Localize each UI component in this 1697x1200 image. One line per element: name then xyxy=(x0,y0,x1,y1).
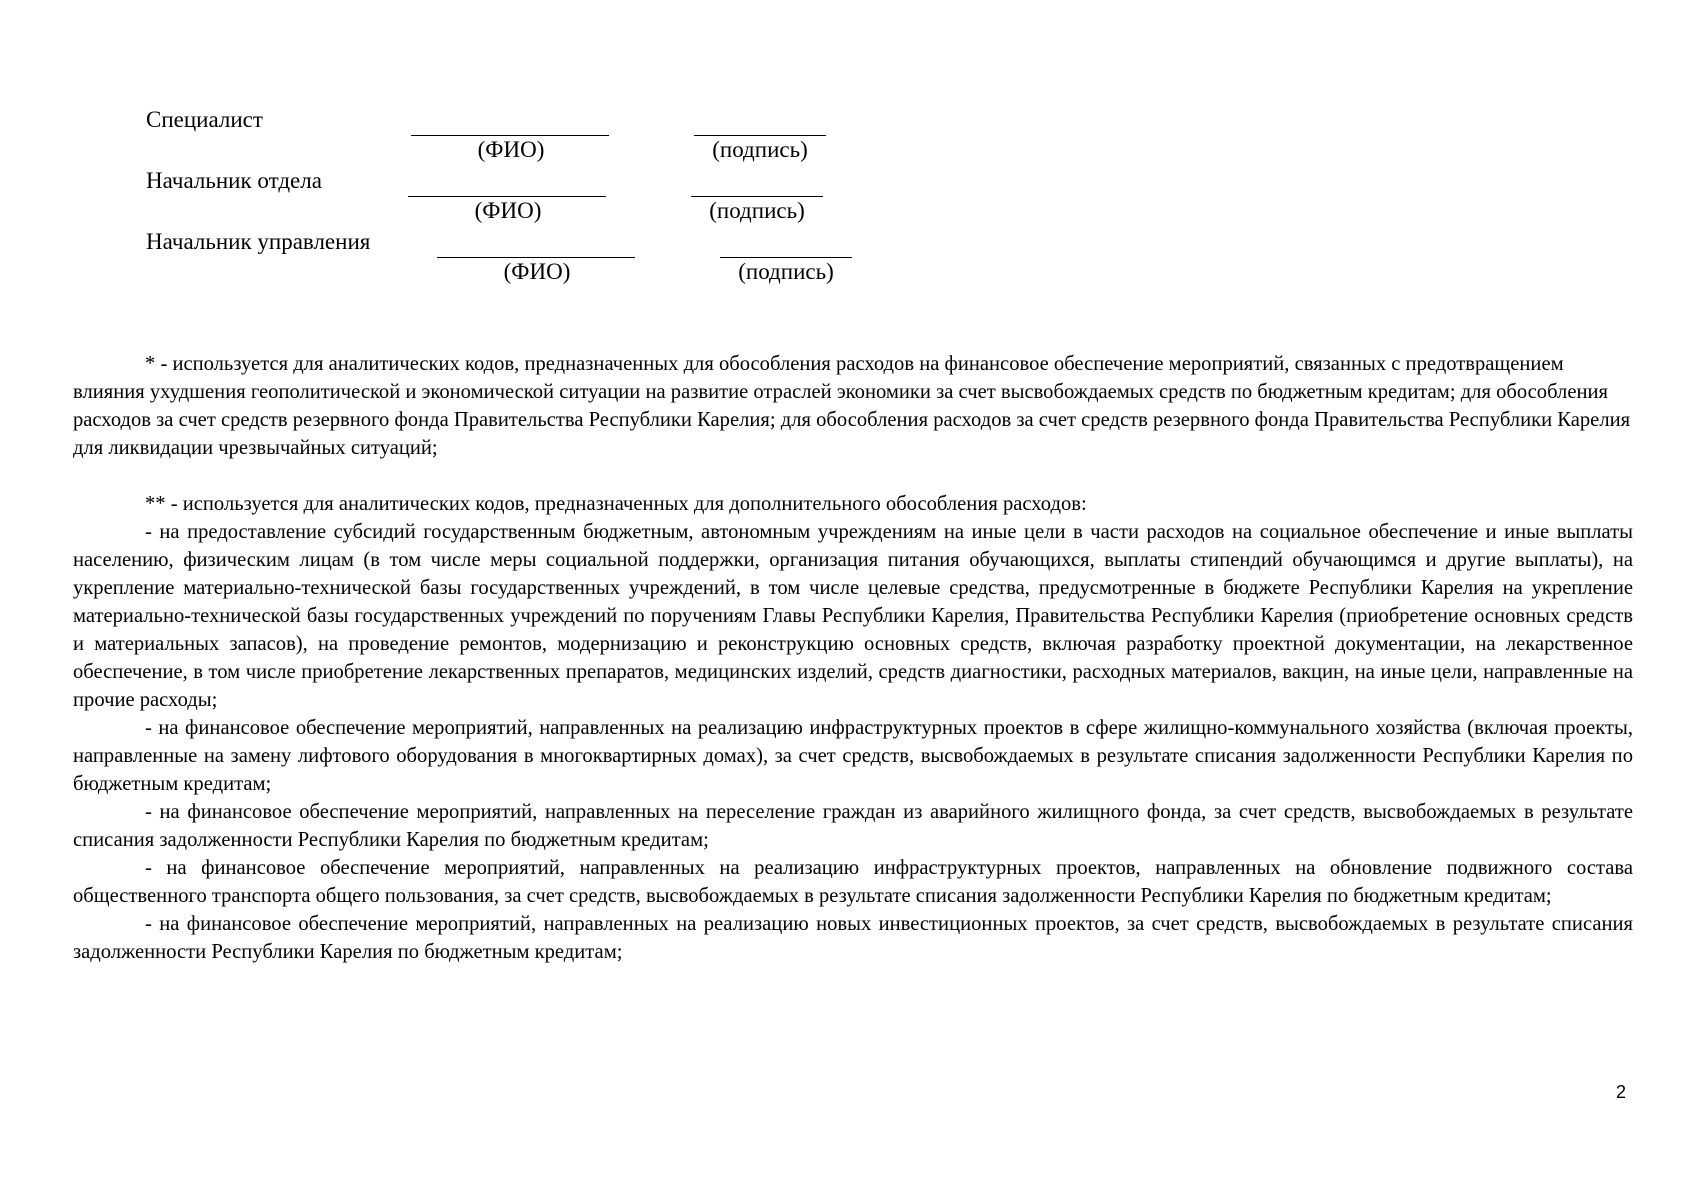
footnote-single-asterisk: * - используется для аналитических кодов, предназначенных для обособления расходов на финансовое обеспечение мероприятий, связанных с предотвращением влияния ухудшения геополитической и экономической ситуации на развитие отраслей экономики за счет высвобождаемых средств по бюджетным кредитам; для обособления расходов за счет средств резервного фонда Правительства Республики Карелия; для обособления расходов за счет средств резервного фонда Правительства Республики Карелия для ликвидации чрезвычайных ситуаций; xyxy=(73,353,1631,459)
signature-caption: (подпись) xyxy=(738,259,834,284)
signature-block xyxy=(0,0,1697,300)
footnote-item: - на финансовое обеспечение мероприятий, направленных на переселение граждан из аварийного жилищного фонда, за счет средств, высвобождаемых в результате списания задолженности Республики Карелия по бюджетным кредитам; xyxy=(73,801,1633,851)
footnotes xyxy=(73,350,1633,966)
footnote-item: - на финансовое обеспечение мероприятий, направленных на реализацию новых инвестиционных проектов, за счет средств, высвобождаемых в результате списания задолженности Республики Карелия по бюджетным кредитам; xyxy=(73,913,1633,963)
signature-title-directorate-head: Начальник управления xyxy=(146,229,371,254)
footnote-item: - на финансовое обеспечение мероприятий, направленных на реализацию инфраструктурных проектов, направленных на обновление подвижного состава общественного транспорта общего пользования, за счет средств, высвобождаемых в результате списания задолженности Республики Карелия по бюджетным кредитам; xyxy=(73,857,1633,907)
footnote-item: - на финансовое обеспечение мероприятий, направленных на реализацию инфраструктурных проектов в сфере жилищно-коммунального хозяйства (включая проекты, направленные на замену лифтового оборудования в многоквартирных домах), за счет средств, высвобождаемых в результате списания задолженности Республики Карелия по бюджетным кредитам; xyxy=(73,717,1633,795)
footnote-item: - на предоставление субсидий государственным бюджетным, автономным учреждениям на иные цели в части расходов на социальное обеспечение и иные выплаты населению, физическим лицам (в том числе меры социальной поддержки, организация питания обучающихся, выплаты стипендий обучающимся и другие выплаты), на укрепление материально-технической базы государственных учреждений, в том числе целевые средства, предусмотренные в бюджете Республики Карелия на укрепление материально-технической базы государственных учреждений по поручениям Главы Республики Карелия, Правительства Республики Карелия (приобретение основных средств и материальных запасов), на проведение ремонтов, модернизацию и реконструкцию основных средств, включая разработку проектной документации, на лекарственное обеспечение, в том числе приобретение лекарственных препаратов, медицинских изделий, средств диагностики, расходных материалов, вакцин, на иные цели, направленные на прочие расходы; xyxy=(73,521,1633,711)
page-number: 2 xyxy=(1616,1082,1627,1102)
footnote-double-asterisk-intro: ** - используется для аналитических кодов, предназначенных для дополнительного обособления расходов: xyxy=(145,493,1087,515)
signature-caption: (подпись) xyxy=(712,137,808,162)
signature-title-department-head: Начальник отдела xyxy=(146,168,322,193)
fio-caption: (ФИО) xyxy=(503,259,571,284)
signature-title-specialist: Специалист xyxy=(146,107,263,132)
fio-caption: (ФИО) xyxy=(477,137,545,162)
signature-caption: (подпись) xyxy=(709,198,805,223)
fio-caption: (ФИО) xyxy=(474,198,542,223)
footnote-spacer xyxy=(73,462,1633,490)
